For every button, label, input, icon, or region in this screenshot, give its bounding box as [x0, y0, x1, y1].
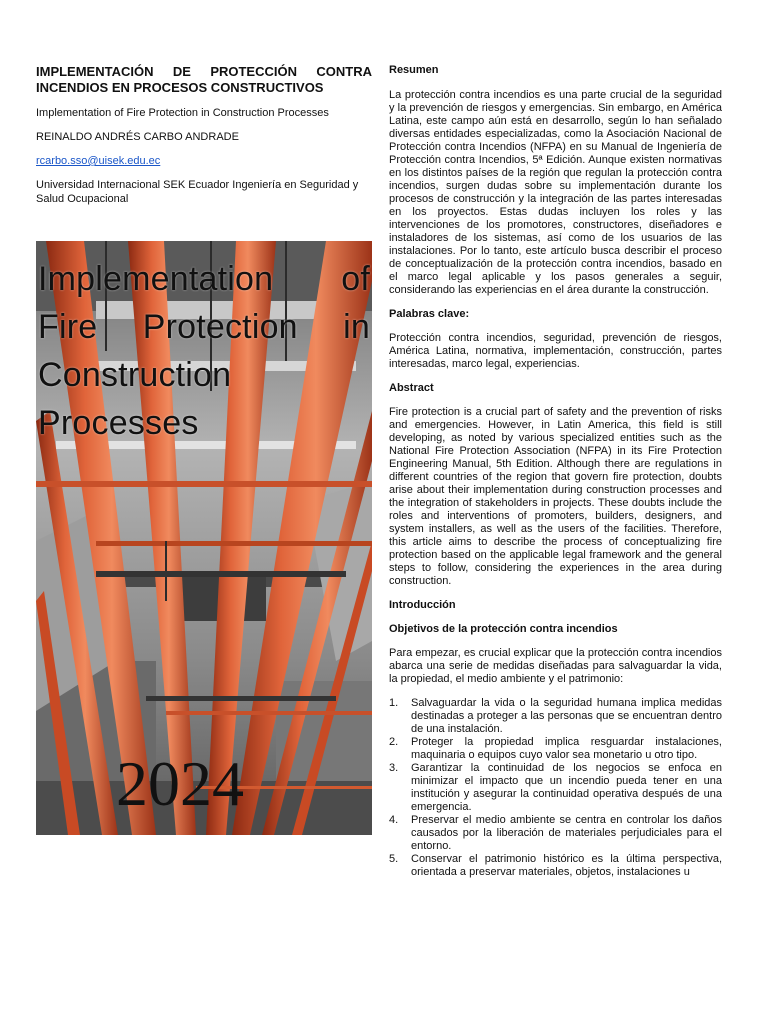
left-column — [36, 64, 372, 206]
author-name: REINALDO ANDRÉS CARBO ANDRADE — [36, 131, 239, 143]
objectives-list — [389, 697, 722, 879]
resumen-heading: Resumen — [389, 64, 439, 76]
item-text: Proteger la propiedad implica resguardar instalaciones, maquinaria o equipos cuyo valor sea monetario u otro tipo. — [411, 736, 722, 761]
abstract-text: Fire protection is a crucial part of safety and the prevention of risks and emergencies. However, in Latin America, this field is still developing, as noted by various specialized entities such as the National Fire Protection Association (NFPA) in its Fire Protection Engineering Manual, 5th Edition. Although there are regulations in different countries of the region that govern fire protection, doubts arise about their implementation during construction processes and the integration of stakeholders in projects. These doubts include the roles and interventions of promoters, builders, designers, and system installers, as well as the users of the facilities. Therefore, this article aims to describe the process of conceptualizing fire protection based on the applicable legal framework and the general steps to follow, considering the experiences in the area during construction. — [389, 406, 722, 587]
item-number: 5. — [389, 853, 399, 865]
list-item — [389, 853, 722, 879]
list-item — [389, 814, 722, 853]
objetivos-subheading: Objetivos de la protección contra incendios — [389, 623, 618, 635]
item-number: 2. — [389, 736, 399, 748]
item-text: Garantizar la continuidad de los negocios se enfoca en minimizar el impacto que un incendio pueda tener en una institución y asegurar la continuidad operativa después de una emergencia. — [411, 762, 722, 813]
cover-image — [36, 241, 372, 835]
palabras-clave-text: Protección contra incendios, seguridad, prevención de riesgos, América Latina, normativa, implementación, construcción, partes interesadas, marco legal, experiencias. — [389, 332, 722, 370]
item-text: Salvaguardar la vida o la seguridad humana implica medidas destinadas a proteger a las personas que se encuentran dentro de una instalación. — [411, 697, 722, 735]
item-number: 3. — [389, 762, 399, 774]
palabras-clave-heading: Palabras clave: — [389, 308, 470, 320]
item-number: 4. — [389, 814, 399, 826]
resumen-text: La protección contra incendios es una parte crucial de la seguridad y la prevención de riesgos y emergencias. Sin embargo, en América Latina, este campo aún está en desarrollo, según lo han señalado diversas entidades especializadas, como la Asociación Nacional de Protección contra Incendios (NFPA) en su Manual de Ingeniería de Protección contra Incendios, 5ª Edición. Aunque existen normativas en los distintos países de la región que regulan la protección contra incendios, surgen dudas sobre su implementación durante los procesos de construcción y la integración de las partes interesadas en los proyectos. Estas dudas incluyen los roles y las intervenciones de los promotores, constructores, diseñadores e instaladores de los sistemas, así como de los usuarios de las instalaciones. Por lo tanto, este artículo busca describir el proceso de conceptualización de la protección contra incendios, basado en el marco legal aplicable y los pasos generales a seguir, considerando las experiencias en el área durante la construcción. — [389, 89, 722, 296]
abstract-heading: Abstract — [389, 382, 434, 394]
paper-title: IMPLEMENTACIÓN DE PROTECCIÓN CONTRA INCENDIOS EN PROCESOS CONSTRUCTIVOS — [36, 64, 372, 95]
list-item — [389, 697, 722, 736]
right-column — [389, 64, 722, 879]
list-item — [389, 736, 722, 762]
paper-subtitle: Implementation of Fire Protection in Construction Processes — [36, 107, 329, 119]
list-item — [389, 762, 722, 814]
introduccion-text: Para empezar, es crucial explicar que la protección contra incendios abarca una serie de medidas diseñadas para salvaguardar la vida, la propiedad, el medio ambiente y el patrimonio: — [389, 647, 722, 685]
cover-year: 2024 — [116, 748, 244, 819]
item-number: 1. — [389, 697, 399, 709]
author-affiliation: Universidad Internacional SEK Ecuador Ingeniería en Seguridad y Salud Ocupacional — [36, 179, 359, 205]
item-text: Conservar el patrimonio histórico es la última perspectiva, orientada a preservar materiales, objetos, instalaciones u — [411, 853, 722, 878]
introduccion-heading: Introducción — [389, 599, 456, 611]
item-text: Preservar el medio ambiente se centra en controlar los daños causados por la liberación de materiales perjudiciales para el entorno. — [411, 814, 722, 852]
author-email-link[interactable]: rcarbo.sso@uisek.edu.ec — [36, 155, 161, 167]
cover-title: Implementation of Fire Protection in Construction Processes — [38, 260, 370, 442]
